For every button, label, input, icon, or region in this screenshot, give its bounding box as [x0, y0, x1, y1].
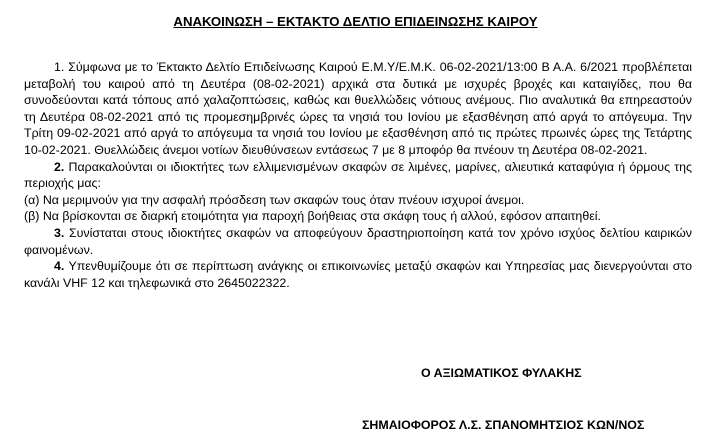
paragraph-4-text: Υπενθυμίζουμε ότι σε περίπτωση ανάγκης οι επικοινωνίες μεταξύ σκαφών και Υπηρεσίας μας διενεργούνται στο κανάλι VHF 12 και τηλεφωνικά στο 2645022322.: [24, 259, 692, 290]
signature-rank-name: ΣΗΜΑΙΟΦΟΡΟΣ Λ.Σ. ΣΠΑΝΟΜΗΤΣΙΟΣ ΚΩΝ/ΝΟΣ: [362, 418, 645, 432]
paragraph-1-number: 1.: [54, 60, 65, 74]
signature-officer-title: Ο ΑΞΙΩΜΑΤΙΚΟΣ ΦΥΛΑΚΗΣ: [421, 366, 582, 380]
document-title: [0, 14, 711, 31]
paragraph-4-number: 4.: [54, 259, 65, 274]
subitem-a: [24, 192, 692, 209]
paragraph-3: [24, 225, 692, 258]
subitem-b: [24, 208, 692, 225]
document-title-text: ΑΝΑΚΟΙΝΩΣΗ – ΕΚΤΑΚΤΟ ΔΕΛΤΙΟ ΕΠΙΔΕΙΝΩΣΗΣ ΚΑΙΡΟΥ: [173, 14, 538, 29]
subitem-a-text: (α) Να μεριμνούν για την ασφαλή πρόσδεση των σκαφών τους όταν πνέουν ισχυροί άνεμοι.: [24, 192, 525, 207]
paragraph-2-number: 2.: [54, 159, 65, 174]
paragraph-2: [24, 159, 692, 192]
paragraph-2-text: Παρακαλούνται οι ιδιοκτήτες των ελλιμενισμένων σκαφών σε λιμένες, μαρίνες, αλιευτικά καταφύγια ή όρμους της περιοχής μας:: [24, 159, 692, 191]
paragraph-1-text: Σύμφωνα με το Έκτακτο Δελτίο Επιδείνωσης Καιρού Ε.Μ.Υ/Ε.Μ.Κ. 06-02-2021/13:00 Β Α.Α. 6/2021 προβλέπεται μεταβολή του καιρού από τη Δευτέρα (08-02-2021) αρχικά στα δυτικά με ισχυρές βροχές και καταιγίδες, που θα συνοδεύονται κατά τόπους από χαλαζοπτώσεις, καθώς και θυελλώδεις νότιους ανέμους. Πιο αναλυτικά θα επηρεαστούν τη Δευτέρα 08-02-2021 από τις προμεσημβρινές ώρες τα νησιά του Ιονίου με εξασθένηση από αργά το απόγευμα. Την Τρίτη 09-02-2021 από αργά το απόγευμα τα νησιά του Ιονίου με εξασθένηση από τις πρώτες πρωινές ώρες της Τετάρτης 10-02-2021. Θυελλώδεις άνεμοι νοτίων διευθύνσεων εντάσεως 7 με 8 μποφόρ θα πνέουν τη Δευτέρα 08-02-2021.: [24, 60, 692, 157]
document-body: [24, 59, 692, 291]
paragraph-4: [24, 258, 692, 291]
subitem-b-text: (β) Να βρίσκονται σε διαρκή ετοιμότητα για παροχή βοήθειας στα σκάφη τους ή αλλού, εφόσον απαιτηθεί.: [24, 209, 601, 224]
paragraph-3-number: 3.: [54, 225, 65, 240]
paragraph-3-text: Συνίσταται στους ιδιοκτήτες σκαφών να αποφεύγουν δραστηριοποίηση κατά τον χρόνο ισχύος δελτίου καιρικών φαινομένων.: [24, 225, 692, 257]
paragraph-1: [24, 59, 692, 159]
